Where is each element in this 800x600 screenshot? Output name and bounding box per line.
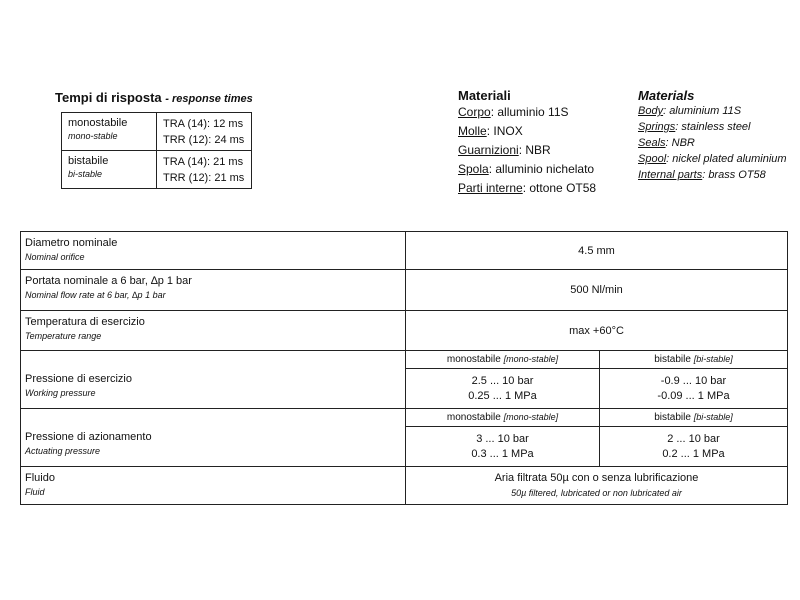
tra-value: TRA (14): 21 ms — [163, 156, 244, 168]
response-times-table — [61, 112, 252, 189]
material-value: : NBR — [665, 137, 695, 149]
value-bar: 2 ... 10 bar — [667, 432, 720, 445]
fluid-value-en: 50µ filtered, lubricated or non lubricated air — [511, 488, 682, 498]
tra-value: TRA (14): 12 ms — [163, 118, 244, 130]
param-label-cell — [21, 311, 406, 351]
response-times-title-it: Tempi di risposta — [55, 90, 162, 105]
param-label-cell — [21, 467, 406, 505]
trr-value: TRR (12): 21 ms — [163, 172, 245, 184]
list-item — [458, 179, 596, 198]
param-label-en: Nominal flow rate at 6 bar, ∆p 1 bar — [25, 290, 166, 300]
list-item — [638, 151, 787, 167]
param-label-en: Working pressure — [25, 387, 96, 398]
fluid-value: Aria filtrata 50µ con o senza lubrificazione — [494, 472, 699, 484]
materials-en-title: Materials — [638, 88, 695, 103]
mono-value-cell — [406, 427, 600, 467]
material-key: Corpo — [458, 105, 491, 119]
material-value: : aluminium 11S — [663, 105, 742, 117]
mono-stable-label-en: mono-stable — [68, 131, 118, 141]
param-value: 500 Nl/min — [406, 270, 788, 311]
mono-value-cell — [406, 369, 600, 409]
value-bar: -0.9 ... 10 bar — [660, 374, 727, 387]
param-label: Pressione di azionamento — [25, 430, 152, 443]
table-row — [21, 467, 788, 505]
materials-it-title: Materiali — [458, 88, 511, 103]
param-label-cell — [21, 270, 406, 311]
param-label-en: Temperature range — [25, 331, 102, 341]
material-key: Parti interne — [458, 181, 523, 195]
material-key: Spool — [638, 153, 667, 165]
bi-stable-cell — [62, 151, 157, 189]
table-row — [62, 151, 252, 189]
header-mono-label-en: [mono-stable] — [503, 412, 559, 422]
column-header-mono — [406, 409, 600, 427]
list-item — [458, 160, 596, 179]
header-bi-label-en: [bi-stable] — [693, 412, 733, 422]
material-value: : stainless steel — [675, 121, 751, 133]
response-times-title — [55, 90, 253, 105]
list-item — [458, 103, 596, 122]
param-label-cell — [21, 351, 406, 409]
list-item — [638, 167, 787, 183]
mono-stable-cell — [62, 113, 157, 151]
param-label-en: Actuating pressure — [25, 445, 101, 456]
param-label: Pressione di esercizio — [25, 372, 132, 385]
table-row — [21, 311, 788, 351]
materials-it — [458, 88, 596, 198]
header-bi-label-en: [bi-stable] — [693, 354, 733, 364]
mono-stable-label: monostabile — [68, 117, 128, 129]
response-times-title-en: - response times — [165, 93, 253, 105]
material-value: : alluminio 11S — [490, 105, 569, 119]
bi-stable-label: bistabile — [68, 155, 109, 167]
bi-value-cell — [600, 369, 788, 409]
value-mpa: 0.3 ... 1 MPa — [471, 447, 534, 460]
value-bar: 2.5 ... 10 bar — [471, 374, 534, 387]
list-item — [458, 122, 596, 141]
specifications-table — [20, 231, 788, 505]
param-value: max +60°C — [406, 311, 788, 351]
header-mono-label: monostabile — [446, 354, 501, 365]
header-mono-label: monostabile — [446, 412, 501, 423]
param-label: Portata nominale a 6 bar, ∆p 1 bar — [25, 275, 192, 287]
fluid-value-cell — [406, 467, 788, 505]
material-value: : ottone OT58 — [522, 181, 597, 195]
material-value: : brass OT58 — [702, 169, 766, 181]
list-item — [638, 103, 787, 119]
material-key: Springs — [638, 121, 676, 133]
header-bi-label: bistabile — [654, 412, 691, 423]
material-value: : alluminio nichelato — [488, 162, 595, 176]
table-row — [21, 232, 788, 270]
material-key: Internal parts — [638, 169, 703, 181]
material-value: : nickel plated aluminium — [666, 153, 787, 165]
value-mpa: 0.25 ... 1 MPa — [468, 389, 537, 402]
material-key: Guarnizioni — [458, 143, 519, 157]
header-mono-label-en: [mono-stable] — [503, 354, 559, 364]
param-label-cell — [21, 232, 406, 270]
param-label-en: Nominal orifice — [25, 252, 85, 262]
table-row — [62, 113, 252, 151]
value-mpa: 0.2 ... 1 MPa — [662, 447, 725, 460]
material-key: Seals — [638, 137, 666, 149]
param-label-cell — [21, 409, 406, 467]
trr-value: TRR (12): 24 ms — [163, 134, 245, 146]
material-key: Molle — [458, 124, 487, 138]
param-label: Diametro nominale — [25, 237, 118, 249]
value-bar: 3 ... 10 bar — [476, 432, 529, 445]
table-row — [21, 409, 788, 427]
param-label-en: Fluid — [25, 487, 45, 497]
list-item — [638, 135, 787, 151]
mono-stable-values — [157, 113, 252, 151]
table-row — [21, 351, 788, 369]
bi-stable-values — [157, 151, 252, 189]
value-mpa: -0.09 ... 1 MPa — [657, 389, 730, 402]
header-bi-label: bistabile — [654, 354, 691, 365]
column-header-bi — [600, 409, 788, 427]
column-header-bi — [600, 351, 788, 369]
list-item — [458, 141, 596, 160]
material-value: : NBR — [518, 143, 551, 157]
param-label: Fluido — [25, 472, 55, 484]
bi-stable-label-en: bi-stable — [68, 169, 103, 179]
material-key: Spola — [458, 162, 489, 176]
table-row — [21, 270, 788, 311]
param-value: 4.5 mm — [406, 232, 788, 270]
param-label: Temperatura di esercizio — [25, 316, 145, 328]
materials-en — [638, 88, 787, 183]
material-value: : INOX — [486, 124, 523, 138]
material-key: Body — [638, 105, 664, 117]
list-item — [638, 119, 787, 135]
column-header-mono — [406, 351, 600, 369]
bi-value-cell — [600, 427, 788, 467]
